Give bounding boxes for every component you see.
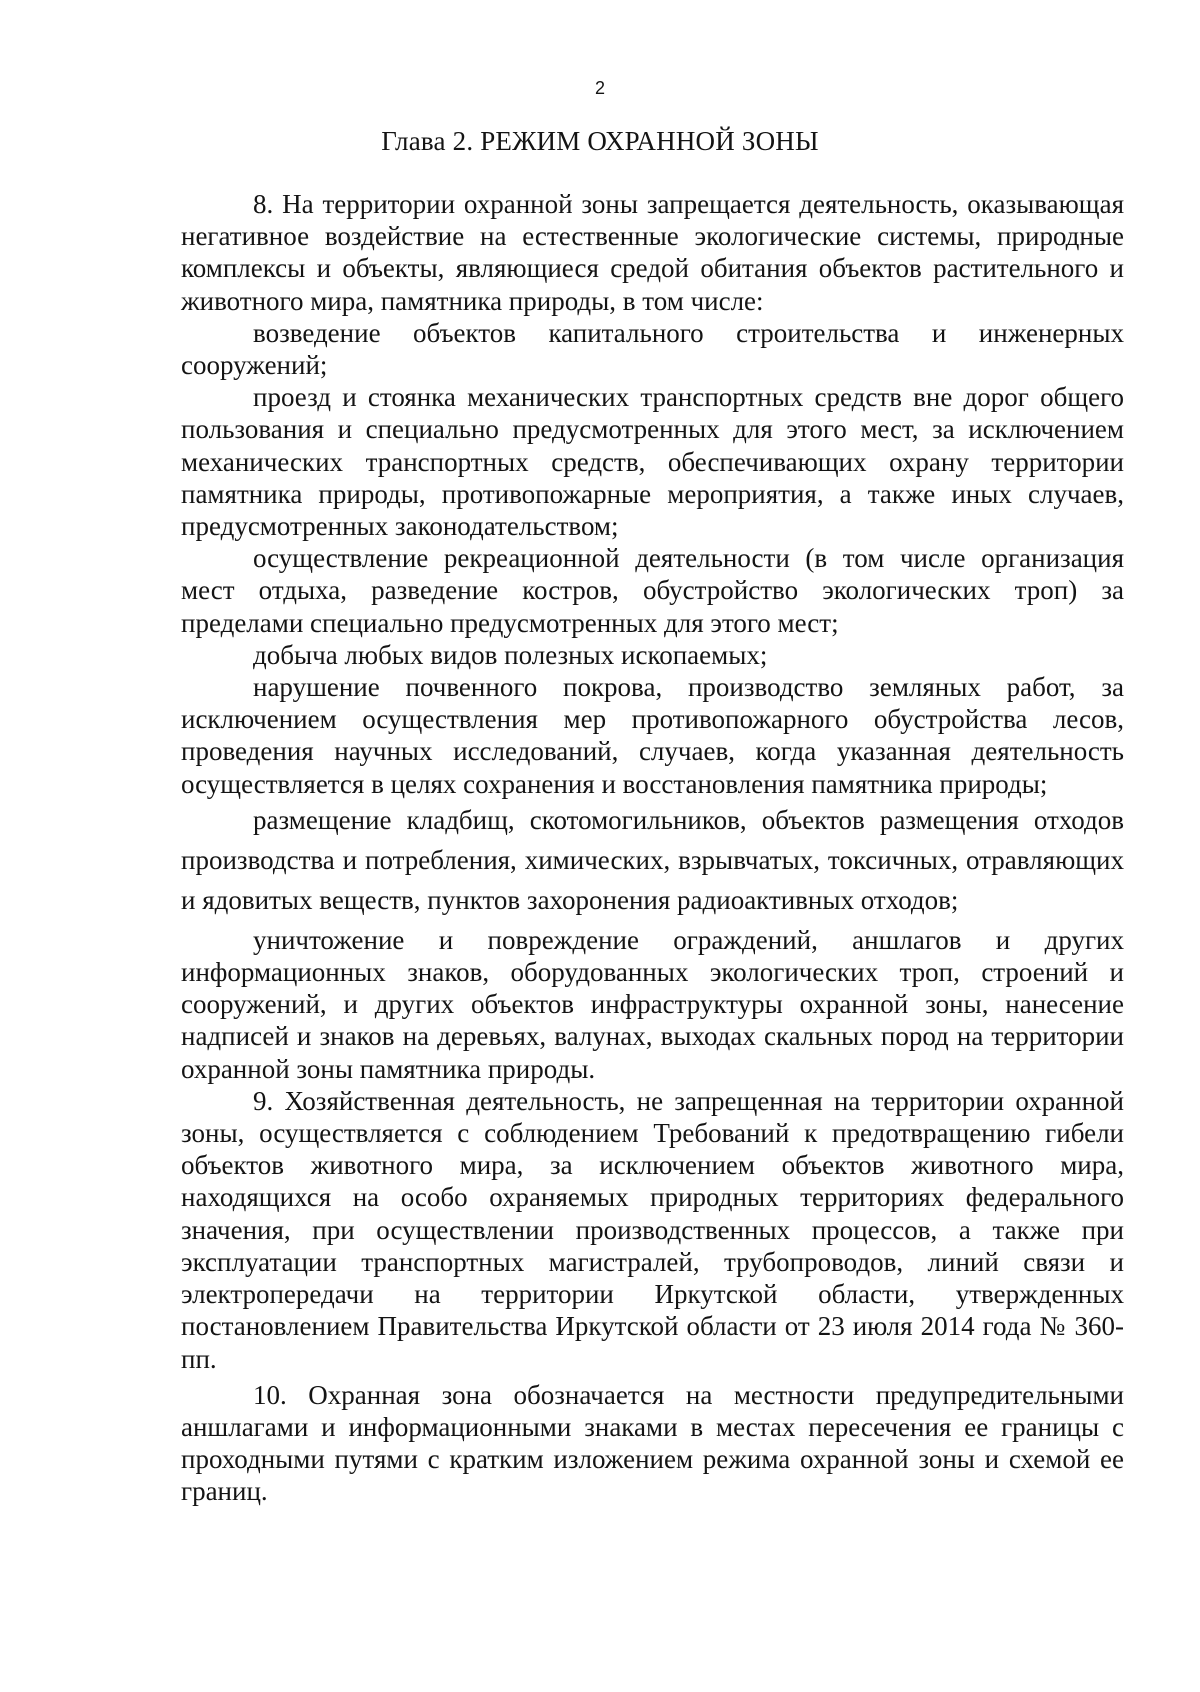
list-item-destruction: уничтожение и повреждение ограждений, аншлагов и других информационных знаков, оборудованных экологических троп, строений и сооружений, и других объектов инфраструктуры охранной зоны, нанесение надписей и знаков на деревьях, валунах, выходах скальных пород на территории охранной зоны памятника природы. bbox=[181, 924, 1124, 1084]
page-number: 2 bbox=[594, 78, 605, 98]
list-item-soil: нарушение почвенного покрова, производство земляных работ, за исключением осуществления мер противопожарного обустройства лесов, проведения научных исследований, случаев, когда указанная деятельность осуществляется в целях сохранения и восстановления памятника природы; bbox=[181, 672, 1124, 799]
list-item-construction: возведение объектов капитального строительства и инженерных сооружений; bbox=[181, 317, 1124, 381]
list-item-recreation: осуществление рекреационной деятельности (в том числе организация мест отдыха, разведение костров, обустройство экологических троп) за пределами специально предусмотренных для этого мест; bbox=[181, 543, 1124, 638]
list-item-vehicles: проезд и стоянка механических транспортных средств вне дорог общего пользования и специально предусмотренных для этого мест, за исключением механических транспортных средств, обеспечивающих охрану территории памятника природы, противопожарные мероприятия, а также иных случаев, предусмотренных законодательством; bbox=[181, 382, 1124, 542]
document-body bbox=[181, 188, 1124, 1508]
list-item-mining: добыча любых видов полезных ископаемых; bbox=[253, 639, 768, 670]
paragraph-9: 9. Хозяйственная деятельность, не запрещенная на территории охранной зоны, осуществляется с соблюдением Требований к предотвращению гибели объектов животного мира, за исключением объектов животного мира, находящихся на особо охраняемых природных территориях федерального значения, при осуществлении производственных процессов, а также при эксплуатации транспортных магистралей, трубопроводов, линий связи и электропередачи на территории Иркутской области, утвержденных постановлением Правительства Иркутской области от 23 июля 2014 года № 360-пп. bbox=[181, 1085, 1124, 1374]
paragraph-10: 10. Охранная зона обозначается на местности предупредительными аншлагами и информационными знаками в местах пересечения ее границы с проходными путями с кратким изложением режима охранной зоны и схемой ее границ. bbox=[181, 1379, 1124, 1507]
list-item-waste: размещение кладбищ, скотомогильников, объектов размещения отходов производства и потребления, химических, взрывчатых, токсичных, отравляющих и ядовитых веществ, пунктов захоронения радиоактивных отходов; bbox=[181, 804, 1124, 915]
paragraph-8: 8. На территории охранной зоны запрещается деятельность, оказывающая негативное воздействие на естественные экологические системы, природные комплексы и объекты, являющиеся средой обитания объектов растительного и животного мира, памятника природы, в том числе: bbox=[181, 189, 1124, 316]
chapter-title: Глава 2. РЕЖИМ ОХРАННОЙ ЗОНЫ bbox=[381, 126, 819, 156]
